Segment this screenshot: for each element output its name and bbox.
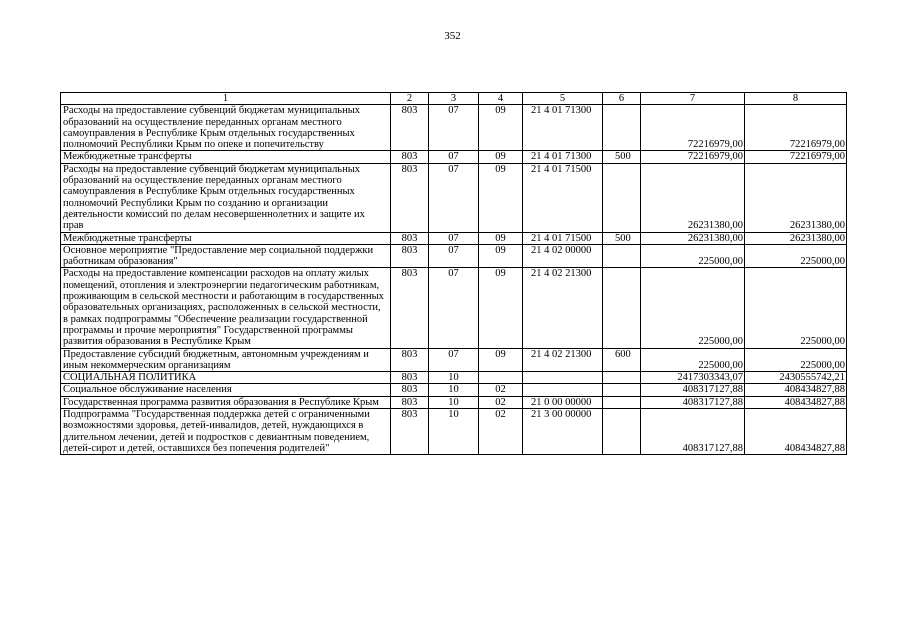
row-amount-year1: 408317127,88: [641, 409, 745, 455]
row-amount-year1: 26231380,00: [641, 232, 745, 244]
row-expense-type: [603, 409, 641, 455]
row-subsection: 09: [479, 232, 523, 244]
row-amount-year1: 72216979,00: [641, 151, 745, 163]
row-amount-year2: 408434827,88: [745, 409, 847, 455]
header-cell: 4: [479, 93, 523, 105]
row-target-article: [523, 384, 603, 396]
row-expense-type: 500: [603, 151, 641, 163]
row-target-article: 21 0 00 00000: [523, 396, 603, 408]
row-subsection: 02: [479, 384, 523, 396]
row-name: Подпрограмма "Государственная поддержка детей с ограниченными возможностями здоровья, детей-инвалидов, детей, нуждающихся в длительном лечении, детей и подростков с девиантным поведением, детей-сирот и детей, оставшихся без попечения родителей": [61, 409, 391, 455]
row-amount-year1: 72216979,00: [641, 105, 745, 151]
row-name: СОЦИАЛЬНАЯ ПОЛИТИКА: [61, 372, 391, 384]
row-section: 07: [429, 163, 479, 232]
row-name: Межбюджетные трансферты: [61, 232, 391, 244]
budget-table: [60, 92, 847, 455]
row-ministry-code: 803: [391, 244, 429, 268]
row-amount-year1: 2417303343,07: [641, 372, 745, 384]
table-row: [61, 244, 847, 268]
row-amount-year2: 26231380,00: [745, 232, 847, 244]
row-name: Основное мероприятие "Предоставление мер социальной поддержки работникам образования": [61, 244, 391, 268]
row-amount-year2: 225000,00: [745, 268, 847, 348]
table-row: [61, 151, 847, 163]
table-row: [61, 384, 847, 396]
row-name: Расходы на предоставление компенсации расходов на оплату жилых помещений, отопления и электроэнергии педагогическим работникам, проживающим в сельской местности и работающим в государственных образовательных организациях, расположенных в сельской местности, в рамках подпрограммы "Обеспечение реализации государственной программы и прочие мероприятия" Государственной программы развития образования в Республике Крым: [61, 268, 391, 348]
table-row: [61, 348, 847, 372]
row-ministry-code: 803: [391, 268, 429, 348]
row-amount-year2: 72216979,00: [745, 105, 847, 151]
header-cell: 2: [391, 93, 429, 105]
row-section: 07: [429, 105, 479, 151]
row-section: 10: [429, 384, 479, 396]
table-row: [61, 372, 847, 384]
row-expense-type: [603, 384, 641, 396]
row-amount-year1: 225000,00: [641, 348, 745, 372]
row-amount-year2: 2430555742,21: [745, 372, 847, 384]
row-section: 07: [429, 244, 479, 268]
row-subsection: 09: [479, 163, 523, 232]
row-section: 10: [429, 409, 479, 455]
row-subsection: 02: [479, 409, 523, 455]
row-target-article: 21 4 01 71500: [523, 232, 603, 244]
header-cell: 6: [603, 93, 641, 105]
row-ministry-code: 803: [391, 105, 429, 151]
row-amount-year2: 408434827,88: [745, 396, 847, 408]
row-expense-type: [603, 105, 641, 151]
row-ministry-code: 803: [391, 151, 429, 163]
row-amount-year2: 225000,00: [745, 348, 847, 372]
row-name: Предоставление субсидий бюджетным, автономным учреждениям и иным некоммерческим организациям: [61, 348, 391, 372]
table-row: [61, 268, 847, 348]
row-expense-type: [603, 163, 641, 232]
row-amount-year2: 26231380,00: [745, 163, 847, 232]
row-subsection: 09: [479, 244, 523, 268]
table-row: [61, 163, 847, 232]
header-cell: 7: [641, 93, 745, 105]
row-target-article: 21 4 02 00000: [523, 244, 603, 268]
row-section: 10: [429, 372, 479, 384]
row-ministry-code: 803: [391, 372, 429, 384]
row-ministry-code: 803: [391, 396, 429, 408]
row-amount-year1: 408317127,88: [641, 396, 745, 408]
row-section: 07: [429, 151, 479, 163]
row-subsection: 09: [479, 151, 523, 163]
table-header-row: [61, 93, 847, 105]
row-subsection: 02: [479, 396, 523, 408]
row-expense-type: [603, 244, 641, 268]
row-amount-year1: 225000,00: [641, 268, 745, 348]
row-subsection: 09: [479, 268, 523, 348]
row-name: Социальное обслуживание населения: [61, 384, 391, 396]
table-row: [61, 232, 847, 244]
row-section: 07: [429, 348, 479, 372]
row-section: 07: [429, 268, 479, 348]
row-ministry-code: 803: [391, 163, 429, 232]
header-cell: 3: [429, 93, 479, 105]
row-amount-year2: 408434827,88: [745, 384, 847, 396]
row-section: 10: [429, 396, 479, 408]
table-row: [61, 105, 847, 151]
row-section: 07: [429, 232, 479, 244]
row-amount-year2: 72216979,00: [745, 151, 847, 163]
row-amount-year1: 225000,00: [641, 244, 745, 268]
row-target-article: 21 4 02 21300: [523, 268, 603, 348]
row-target-article: 21 3 00 00000: [523, 409, 603, 455]
row-name: Расходы на предоставление субвенций бюджетам муниципальных образований на осуществление переданных органам местного самоуправления в Республике Крым отдельных государственных полномочий Республики Крым по созданию и организации деятельности комиссий по делам несовершеннолетних и защите их прав: [61, 163, 391, 232]
row-ministry-code: 803: [391, 384, 429, 396]
row-ministry-code: 803: [391, 348, 429, 372]
row-expense-type: 500: [603, 232, 641, 244]
row-target-article: 21 4 01 71300: [523, 105, 603, 151]
table-row: [61, 409, 847, 455]
row-amount-year2: 225000,00: [745, 244, 847, 268]
row-name: Межбюджетные трансферты: [61, 151, 391, 163]
row-expense-type: [603, 396, 641, 408]
row-expense-type: [603, 268, 641, 348]
row-expense-type: [603, 372, 641, 384]
row-target-article: 21 4 01 71500: [523, 163, 603, 232]
header-cell: 1: [61, 93, 391, 105]
row-ministry-code: 803: [391, 409, 429, 455]
row-amount-year1: 408317127,88: [641, 384, 745, 396]
row-name: Государственная программа развития образования в Республике Крым: [61, 396, 391, 408]
page-number: 352: [444, 30, 461, 42]
header-cell: 8: [745, 93, 847, 105]
row-target-article: 21 4 02 21300: [523, 348, 603, 372]
row-subsection: 09: [479, 348, 523, 372]
row-expense-type: 600: [603, 348, 641, 372]
row-amount-year1: 26231380,00: [641, 163, 745, 232]
row-target-article: 21 4 01 71300: [523, 151, 603, 163]
table-row: [61, 396, 847, 408]
row-ministry-code: 803: [391, 232, 429, 244]
row-target-article: [523, 372, 603, 384]
header-cell: 5: [523, 93, 603, 105]
row-subsection: [479, 372, 523, 384]
row-name: Расходы на предоставление субвенций бюджетам муниципальных образований на осуществление переданных органам местного самоуправления в Республике Крым отдельных государственных полномочий Республики Крым по опеке и попечительству: [61, 105, 391, 151]
row-subsection: 09: [479, 105, 523, 151]
